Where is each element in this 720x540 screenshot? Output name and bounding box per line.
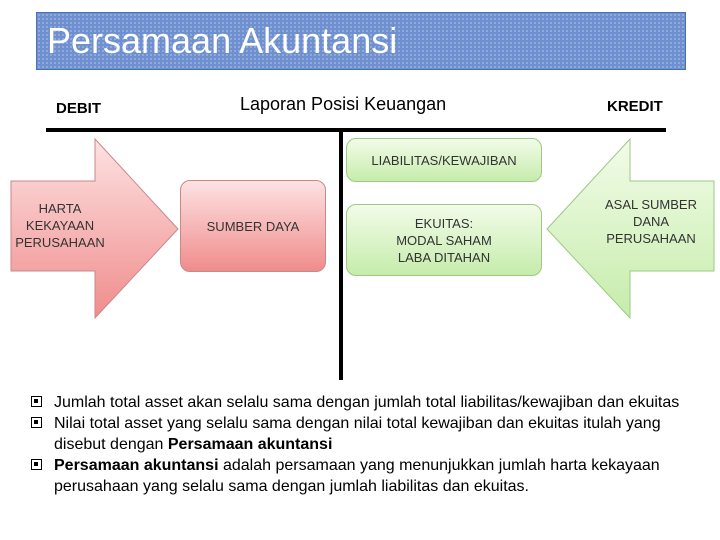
kredit-label: KREDIT: [607, 98, 663, 115]
bullet-text: Jumlah total asset akan selalu sama dengan jumlah total liabilitas/kewajiban dan ekuitas: [54, 394, 680, 411]
bullet-bold-text: Persamaan akuntansi: [54, 457, 219, 474]
equity-box: EKUITAS: MODAL SAHAM LABA DITAHAN: [346, 204, 542, 276]
t-account-horizontal-line: [46, 128, 666, 132]
funding-source-arrow-label: ASAL SUMBER DANA PERUSAHAAN: [605, 197, 697, 246]
t-account-vertical-line: [339, 130, 343, 380]
bullet-item: [28, 392, 708, 413]
slide-title: Persamaan Akuntansi: [47, 20, 398, 61]
liabilities-box: LIABILITAS/KEWAJIBAN: [346, 138, 542, 182]
bullet-text: Nilai total asset yang selalu sama dengan nilai total kewajiban dan ekuitas itulah yang disebut dengan: [54, 415, 661, 453]
checkbox-bullet-icon: [31, 396, 42, 407]
bullet-item: [28, 455, 708, 497]
checkbox-bullet-icon: [31, 417, 42, 428]
bullet-list: [28, 392, 708, 497]
title-banner: [36, 12, 686, 70]
bullet-bold-text: Persamaan akuntansi: [167, 436, 333, 453]
bullet-text: adalah persamaan yang menunjukkan jumlah harta kekayaan perusahaan yang selalu sama dengan jumlah liabilitas dan ekuitas.: [54, 457, 660, 495]
debit-label: DEBIT: [56, 100, 101, 117]
sumber-daya-box: SUMBER DAYA: [180, 180, 326, 272]
report-title: Laporan Posisi Keuangan: [240, 94, 447, 114]
bullet-item: [28, 413, 708, 455]
checkbox-bullet-icon: [31, 459, 42, 470]
assets-arrow-label: HARTA KEKAYAAN PERUSAHAAN: [15, 201, 105, 250]
